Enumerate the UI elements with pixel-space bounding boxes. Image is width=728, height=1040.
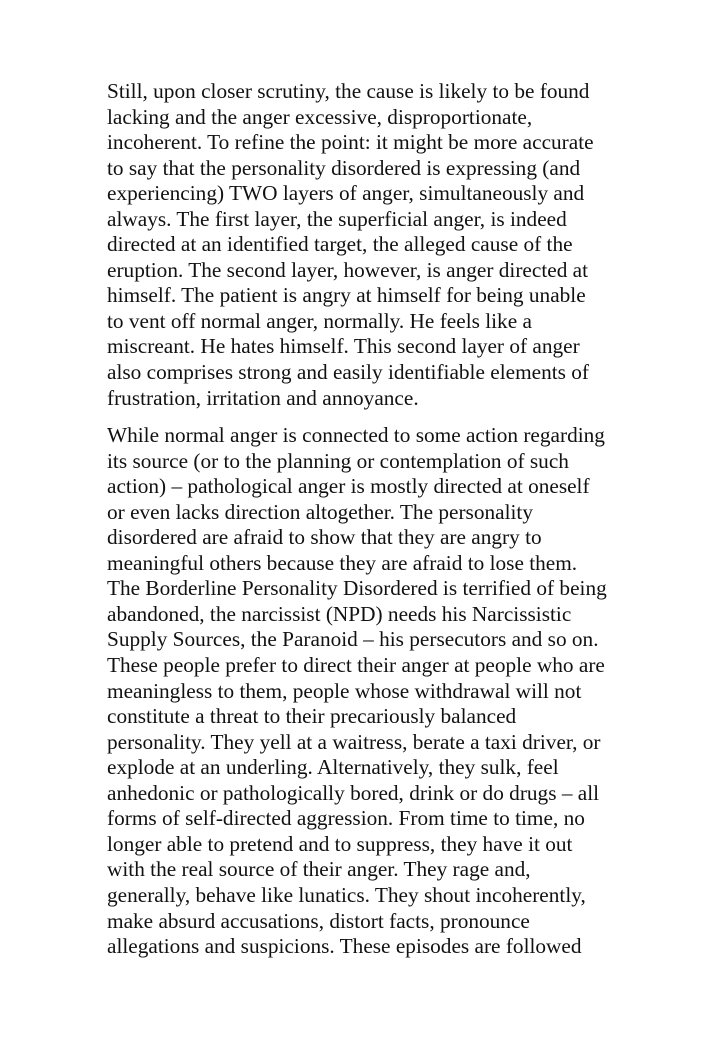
text-line: The Borderline Personality Disordered is terrified of being [107, 576, 607, 601]
text-line: to say that the personality disordered is expressing (and [107, 155, 581, 180]
text-line: explode at an underling. Alternatively, they sulk, feel [107, 755, 559, 780]
text-line: meaningless to them, people whose withdrawal will not [107, 678, 582, 703]
text-line: with the real source of their anger. They rage and, [107, 857, 531, 882]
paragraph-1 [107, 79, 629, 411]
text-line: constitute a threat to their precariously balanced [107, 704, 517, 729]
text-line: While normal anger is connected to some action regarding [107, 423, 605, 448]
body-text [107, 79, 629, 960]
text-line: forms of self-directed aggression. From time to time, no [107, 806, 585, 831]
text-line: incoherent. To refine the point: it might be more accurate [107, 130, 594, 155]
text-line: allegations and suspicions. These episodes are followed [107, 934, 582, 959]
text-line: miscreant. He hates himself. This second layer of anger [107, 334, 580, 359]
text-line: or even lacks direction altogether. The personality [107, 499, 533, 524]
text-line: action) – pathological anger is mostly directed at oneself [107, 474, 590, 499]
text-line: frustration, irritation and annoyance. [107, 385, 419, 410]
text-line: eruption. The second layer, however, is anger directed at [107, 257, 589, 282]
text-line: Still, upon closer scrutiny, the cause is likely to be found [107, 79, 590, 103]
text-line: anhedonic or pathologically bored, drink or do drugs – all [107, 780, 600, 805]
text-line: also comprises strong and easily identifiable elements of [107, 360, 590, 385]
text-line: lacking and the anger excessive, disproportionate, [107, 104, 533, 129]
text-line: himself. The patient is angry at himself for being unable [107, 283, 586, 308]
text-line: generally, behave like lunatics. They shout incoherently, [107, 882, 586, 907]
text-line: These people prefer to direct their anger at people who are [107, 653, 605, 678]
paragraph-2 [107, 423, 629, 959]
text-line: personality. They yell at a waitress, berate a taxi driver, or [107, 729, 601, 754]
text-line: always. The first layer, the superficial anger, is indeed [107, 206, 567, 231]
text-line: experiencing) TWO layers of anger, simultaneously and [107, 181, 585, 206]
text-line: Supply Sources, the Paranoid – his persecutors and so on. [107, 627, 599, 652]
text-line: longer able to pretend and to suppress, they have it out [107, 831, 573, 856]
text-line: disordered are afraid to show that they are angry to [107, 525, 542, 550]
text-line: make absurd accusations, distort facts, pronounce [107, 908, 530, 933]
text-line: meaningful others because they are afraid to lose them. [107, 550, 578, 575]
text-line: its source (or to the planning or contemplation of such [107, 448, 569, 473]
text-line: abandoned, the narcissist (NPD) needs his Narcissistic [107, 601, 572, 626]
text-line: to vent off normal anger, normally. He feels like a [107, 308, 532, 333]
text-line: directed at an identified target, the alleged cause of the [107, 232, 573, 257]
